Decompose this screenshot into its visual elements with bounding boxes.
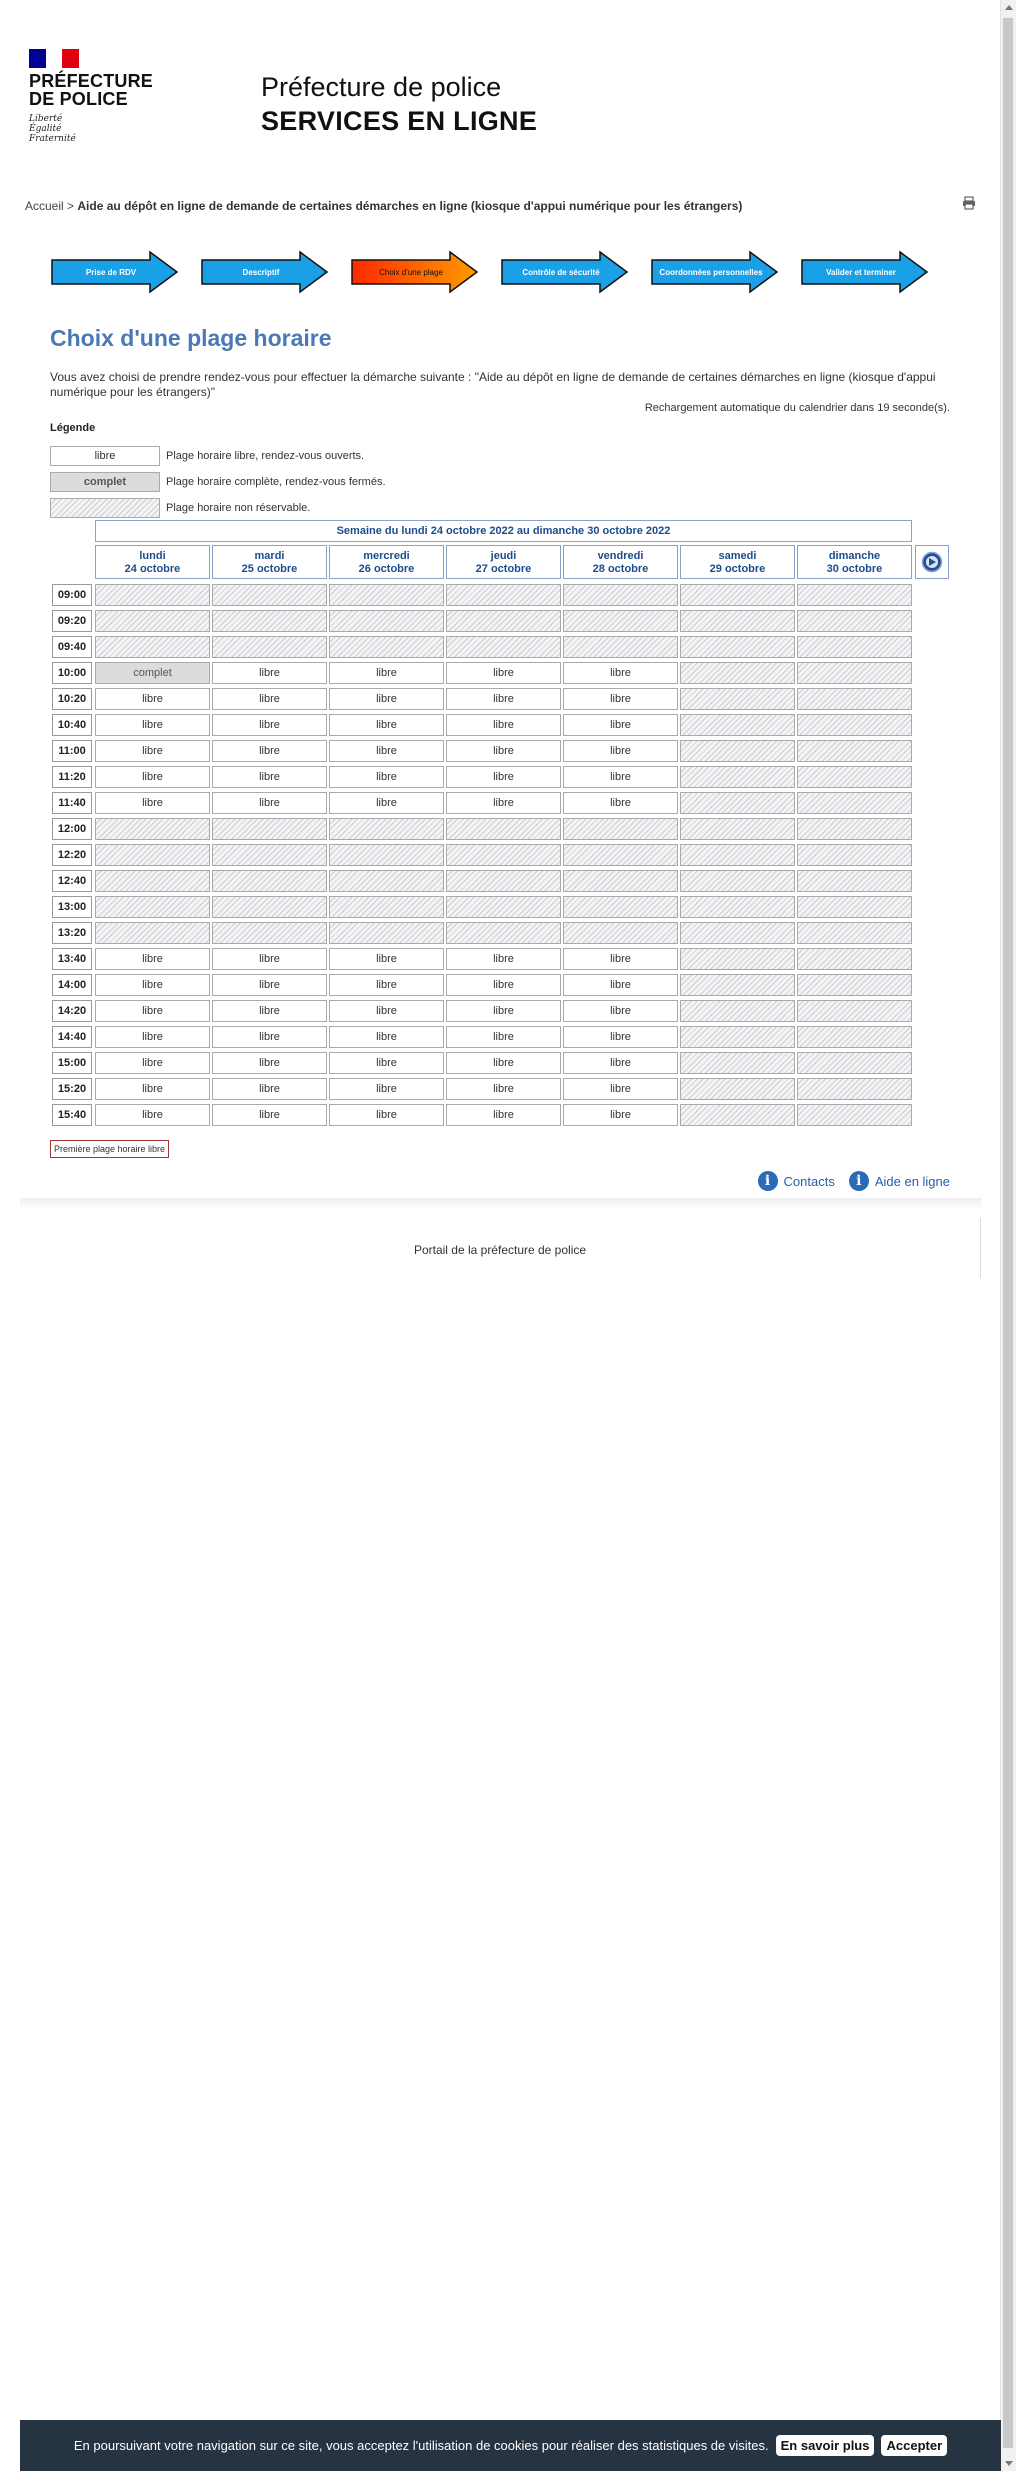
legend-title: Légende <box>50 422 96 434</box>
slot-unavailable <box>680 766 795 788</box>
slot-libre[interactable]: libre <box>563 1026 678 1048</box>
day-name: lundi <box>139 550 166 562</box>
slot-libre[interactable]: libre <box>212 1026 327 1048</box>
cookie-more-button[interactable]: En savoir plus <box>776 2435 875 2456</box>
slot-unavailable <box>797 844 912 866</box>
slot-libre[interactable]: libre <box>329 1078 444 1100</box>
slot-unavailable <box>446 844 561 866</box>
slot-unavailable <box>329 922 444 944</box>
day-name: mardi <box>254 550 285 562</box>
slot-libre[interactable]: libre <box>563 792 678 814</box>
legend-box-closed <box>50 498 160 518</box>
reload-countdown: Rechargement automatique du calendrier dans 19 seconde(s). <box>644 402 950 414</box>
next-week-button[interactable] <box>915 545 949 579</box>
info-icon: i <box>849 1171 869 1191</box>
slot-libre[interactable]: libre <box>563 1052 678 1074</box>
slot-libre[interactable]: libre <box>446 740 561 762</box>
logo-name-line1: PRÉFECTURE <box>29 71 154 91</box>
slot-libre[interactable]: libre <box>95 714 210 736</box>
footer-divider <box>20 1198 982 1210</box>
logo-name-line2: DE POLICE <box>29 89 128 109</box>
legend-closed <box>50 497 310 519</box>
slot-libre[interactable]: libre <box>446 1026 561 1048</box>
site-title-line2: SERVICES EN LIGNE <box>261 106 538 136</box>
day-header <box>212 545 327 579</box>
scrollbar[interactable] <box>1000 0 1016 2471</box>
slot-unavailable <box>797 584 912 606</box>
step-controle-securite <box>500 250 630 294</box>
slot-unavailable <box>680 688 795 710</box>
slot-unavailable <box>680 896 795 918</box>
day-name: dimanche <box>828 550 881 562</box>
scroll-down-arrow-icon[interactable] <box>1005 2461 1013 2466</box>
slot-unavailable <box>95 896 210 918</box>
legend-box-libre: libre <box>50 446 160 466</box>
breadcrumb <box>25 199 925 213</box>
slot-unavailable <box>329 610 444 632</box>
slot-unavailable <box>563 610 678 632</box>
slot-unavailable <box>680 1078 795 1100</box>
slot-unavailable <box>797 1104 912 1126</box>
legend-desc-complet: Plage horaire complète, rendez-vous fermés. <box>166 476 386 488</box>
day-date: 30 octobre <box>826 563 883 575</box>
prefecture-logo[interactable] <box>29 49 154 144</box>
slot-unavailable <box>446 636 561 658</box>
day-date: 28 octobre <box>592 563 649 575</box>
week-header: Semaine du lundi 24 octobre 2022 au dimanche 30 octobre 2022 <box>95 520 912 542</box>
slot-unavailable <box>797 1026 912 1048</box>
site-title <box>261 72 537 137</box>
breadcrumb-home-link[interactable]: Accueil <box>25 199 64 213</box>
help-links <box>744 1171 950 1191</box>
slot-libre[interactable]: libre <box>446 766 561 788</box>
slot-libre[interactable]: libre <box>446 1104 561 1126</box>
slot-libre[interactable]: libre <box>95 974 210 996</box>
slot-unavailable <box>797 610 912 632</box>
cookie-text: En poursuivant votre navigation sur ce site, vous acceptez l'utilisation de cookies pour réaliser des statistiques de visites. <box>73 2438 769 2453</box>
step-label: Descriptif <box>242 267 280 277</box>
slot-unavailable <box>212 844 327 866</box>
slot-unavailable <box>563 922 678 944</box>
slot-unavailable <box>212 636 327 658</box>
slot-unavailable <box>680 974 795 996</box>
motto-line3: Fraternité <box>29 134 76 144</box>
slot-libre[interactable]: libre <box>446 792 561 814</box>
legend-complet <box>50 471 386 493</box>
slot-unavailable <box>797 714 912 736</box>
slot-libre[interactable]: libre <box>329 948 444 970</box>
slot-unavailable <box>95 844 210 866</box>
slot-libre[interactable]: libre <box>212 948 327 970</box>
slot-libre[interactable]: libre <box>446 974 561 996</box>
slot-unavailable <box>95 636 210 658</box>
step-progress <box>50 250 940 294</box>
slot-unavailable <box>680 844 795 866</box>
slot-unavailable <box>797 818 912 840</box>
slot-unavailable <box>680 1104 795 1126</box>
slot-unavailable <box>329 818 444 840</box>
time-label: 12:40 <box>52 870 92 892</box>
intro-text: Vous avez choisi de prendre rendez-vous pour effectuer la démarche suivante : "Aide au dépôt en ligne de demande de certaines démarches en ligne (kiosque d'appui numérique pour les étrangers)" <box>50 370 936 399</box>
slot-unavailable <box>95 610 210 632</box>
slot-unavailable <box>797 974 912 996</box>
slot-unavailable <box>680 610 795 632</box>
slot-unavailable <box>563 818 678 840</box>
time-label: 14:20 <box>52 1000 92 1022</box>
slot-libre[interactable]: libre <box>329 1104 444 1126</box>
day-header <box>329 545 444 579</box>
page-title: Choix d'une plage horaire <box>50 325 332 351</box>
slot-libre[interactable]: libre <box>329 1026 444 1048</box>
slot-unavailable <box>329 844 444 866</box>
slot-libre[interactable]: libre <box>563 688 678 710</box>
slot-unavailable <box>680 792 795 814</box>
slot-unavailable <box>95 584 210 606</box>
slot-unavailable <box>680 1026 795 1048</box>
slot-libre[interactable]: libre <box>212 662 327 684</box>
slot-unavailable <box>563 896 678 918</box>
slot-libre[interactable]: libre <box>329 766 444 788</box>
slot-libre[interactable]: libre <box>212 740 327 762</box>
time-label: 11:20 <box>52 766 92 788</box>
slot-libre[interactable]: libre <box>563 1078 678 1100</box>
slot-libre[interactable]: libre <box>329 688 444 710</box>
info-icon: i <box>758 1171 778 1191</box>
slot-unavailable <box>212 922 327 944</box>
slot-libre[interactable]: libre <box>563 766 678 788</box>
slot-unavailable <box>797 662 912 684</box>
slot-libre[interactable]: libre <box>446 1052 561 1074</box>
slot-unavailable <box>797 766 912 788</box>
time-label: 09:20 <box>52 610 92 632</box>
time-label: 11:40 <box>52 792 92 814</box>
legend-box-complet: complet <box>50 472 160 492</box>
slot-unavailable <box>680 922 795 944</box>
slot-libre[interactable]: libre <box>446 662 561 684</box>
slot-libre[interactable]: libre <box>329 714 444 736</box>
day-name: samedi <box>718 550 757 562</box>
legend-libre <box>50 445 364 467</box>
slot-unavailable <box>212 896 327 918</box>
slot-unavailable <box>329 636 444 658</box>
slot-libre[interactable]: libre <box>212 688 327 710</box>
day-date: 27 octobre <box>475 563 532 575</box>
legend-desc-libre: Plage horaire libre, rendez-vous ouverts. <box>166 450 365 462</box>
time-label: 15:00 <box>52 1052 92 1074</box>
slot-unavailable <box>680 584 795 606</box>
day-name: mercredi <box>363 550 410 562</box>
slot-libre[interactable]: libre <box>446 1000 561 1022</box>
slot-libre[interactable]: libre <box>563 662 678 684</box>
day-date: 24 octobre <box>124 563 181 575</box>
slot-unavailable <box>329 870 444 892</box>
slot-libre[interactable]: libre <box>563 1000 678 1022</box>
time-label: 09:00 <box>52 584 92 606</box>
slot-libre[interactable]: libre <box>95 766 210 788</box>
slot-unavailable <box>797 636 912 658</box>
slot-libre[interactable]: libre <box>212 1104 327 1126</box>
online-help-link[interactable] <box>849 1171 950 1191</box>
slot-unavailable <box>680 1052 795 1074</box>
slot-libre[interactable]: libre <box>212 1078 327 1100</box>
slot-libre[interactable]: libre <box>95 740 210 762</box>
slot-unavailable <box>563 636 678 658</box>
slot-unavailable <box>680 740 795 762</box>
slot-unavailable <box>212 610 327 632</box>
time-label: 10:40 <box>52 714 92 736</box>
contacts-link[interactable] <box>758 1171 835 1191</box>
step-label: Prise de RDV <box>85 267 137 277</box>
slot-unavailable <box>446 818 561 840</box>
day-date: 29 octobre <box>709 563 766 575</box>
day-header <box>797 545 912 579</box>
time-label: 14:00 <box>52 974 92 996</box>
slot-libre[interactable]: libre <box>95 792 210 814</box>
first-free-slot-button[interactable]: Première plage horaire libre <box>50 1140 169 1158</box>
slot-unavailable <box>212 870 327 892</box>
time-label: 13:00 <box>52 896 92 918</box>
slot-libre[interactable]: libre <box>446 714 561 736</box>
republic-motto <box>29 114 149 144</box>
printer-icon[interactable] <box>962 196 976 210</box>
day-header <box>95 545 210 579</box>
slot-unavailable <box>563 844 678 866</box>
slot-libre[interactable]: libre <box>95 948 210 970</box>
slot-unavailable <box>797 922 912 944</box>
contacts-label: Contacts <box>783 1173 835 1189</box>
slot-complet: complet <box>95 662 210 684</box>
slot-libre[interactable]: libre <box>446 948 561 970</box>
slot-unavailable <box>95 818 210 840</box>
slot-unavailable <box>797 792 912 814</box>
slot-libre[interactable]: libre <box>329 740 444 762</box>
slot-unavailable <box>680 870 795 892</box>
slot-unavailable <box>563 870 678 892</box>
time-label: 10:20 <box>52 688 92 710</box>
slot-unavailable <box>797 948 912 970</box>
slot-libre[interactable]: libre <box>95 1052 210 1074</box>
slot-unavailable <box>797 870 912 892</box>
slot-unavailable <box>446 896 561 918</box>
site-title-line1: Préfecture de police <box>261 72 502 102</box>
breadcrumb-current: Aide au dépôt en ligne de demande de certaines démarches en ligne (kiosque d'appui numérique pour les étrangers) <box>77 199 743 213</box>
step-coordonnees <box>650 250 780 294</box>
slot-unavailable <box>212 818 327 840</box>
time-label: 11:00 <box>52 740 92 762</box>
slot-unavailable <box>680 714 795 736</box>
slot-unavailable <box>446 870 561 892</box>
slot-unavailable <box>212 584 327 606</box>
step-prise-de-rdv <box>50 250 180 294</box>
slot-unavailable <box>446 584 561 606</box>
logo-name <box>29 71 154 109</box>
slot-libre[interactable]: libre <box>446 1078 561 1100</box>
slot-unavailable <box>797 1052 912 1074</box>
slot-unavailable <box>680 636 795 658</box>
slot-libre[interactable]: libre <box>563 948 678 970</box>
legend-desc-closed: Plage horaire non réservable. <box>166 502 311 514</box>
online-help-label: Aide en ligne <box>874 1173 950 1189</box>
motto-line1: Liberté <box>29 114 63 124</box>
day-name: jeudi <box>490 550 517 562</box>
slot-libre[interactable]: libre <box>446 688 561 710</box>
slot-libre[interactable]: libre <box>563 1104 678 1126</box>
slot-unavailable <box>680 818 795 840</box>
slot-libre[interactable]: libre <box>329 792 444 814</box>
time-label: 13:40 <box>52 948 92 970</box>
slot-unavailable <box>797 740 912 762</box>
slot-libre[interactable]: libre <box>329 974 444 996</box>
slot-libre[interactable]: libre <box>563 974 678 996</box>
time-label: 14:40 <box>52 1026 92 1048</box>
scrollbar-thumb[interactable] <box>1003 18 1013 2448</box>
slot-libre[interactable]: libre <box>95 688 210 710</box>
day-header <box>563 545 678 579</box>
day-date: 26 octobre <box>358 563 415 575</box>
footer-portal-link[interactable]: Portail de la préfecture de police <box>413 1243 587 1257</box>
slot-unavailable <box>797 688 912 710</box>
slot-unavailable <box>329 584 444 606</box>
time-label: 12:00 <box>52 818 92 840</box>
time-label: 10:00 <box>52 662 92 684</box>
slot-libre[interactable]: libre <box>212 766 327 788</box>
slot-unavailable <box>446 922 561 944</box>
next-week-arrow-icon <box>921 551 943 573</box>
motto-line2: Égalité <box>29 124 62 134</box>
cookie-accept-button[interactable]: Accepter <box>881 2435 947 2456</box>
slot-unavailable <box>95 870 210 892</box>
slot-unavailable <box>95 922 210 944</box>
day-header <box>680 545 795 579</box>
step-label: Coordonnées personnelles <box>659 267 763 277</box>
day-header <box>446 545 561 579</box>
slot-libre[interactable]: libre <box>563 714 678 736</box>
time-label: 15:40 <box>52 1104 92 1126</box>
slot-libre[interactable]: libre <box>212 1000 327 1022</box>
slot-unavailable <box>680 662 795 684</box>
slot-libre[interactable]: libre <box>95 1026 210 1048</box>
day-date: 25 octobre <box>241 563 298 575</box>
slot-unavailable <box>329 896 444 918</box>
slot-libre[interactable]: libre <box>95 1078 210 1100</box>
step-label: Contrôle de sécurité <box>522 267 600 277</box>
cookie-banner <box>20 2420 1001 2471</box>
time-label: 12:20 <box>52 844 92 866</box>
slot-unavailable <box>797 1078 912 1100</box>
time-label: 09:40 <box>52 636 92 658</box>
slot-libre[interactable]: libre <box>95 1104 210 1126</box>
french-flag-icon <box>29 49 79 68</box>
slot-unavailable <box>680 1000 795 1022</box>
slot-unavailable <box>797 896 912 918</box>
step-label: Choix d'une plage <box>379 267 443 277</box>
slot-libre[interactable]: libre <box>212 714 327 736</box>
slot-unavailable <box>563 584 678 606</box>
time-label: 13:20 <box>52 922 92 944</box>
slot-unavailable <box>680 948 795 970</box>
slot-libre[interactable]: libre <box>212 974 327 996</box>
step-choix-plage <box>350 250 480 294</box>
scroll-up-arrow-icon[interactable] <box>1005 5 1013 10</box>
time-label: 15:20 <box>52 1078 92 1100</box>
slot-libre[interactable]: libre <box>95 1000 210 1022</box>
step-valider <box>800 250 930 294</box>
breadcrumb-separator: > <box>67 199 75 213</box>
slot-libre[interactable]: libre <box>329 1052 444 1074</box>
day-name: vendredi <box>597 550 644 562</box>
slot-libre[interactable]: libre <box>212 1052 327 1074</box>
slot-unavailable <box>446 610 561 632</box>
step-label: Valider et terminer <box>826 267 896 277</box>
slot-libre[interactable]: libre <box>563 740 678 762</box>
slot-libre[interactable]: libre <box>212 792 327 814</box>
step-descriptif <box>200 250 330 294</box>
slot-libre[interactable]: libre <box>329 662 444 684</box>
slot-unavailable <box>797 1000 912 1022</box>
slot-libre[interactable]: libre <box>329 1000 444 1022</box>
